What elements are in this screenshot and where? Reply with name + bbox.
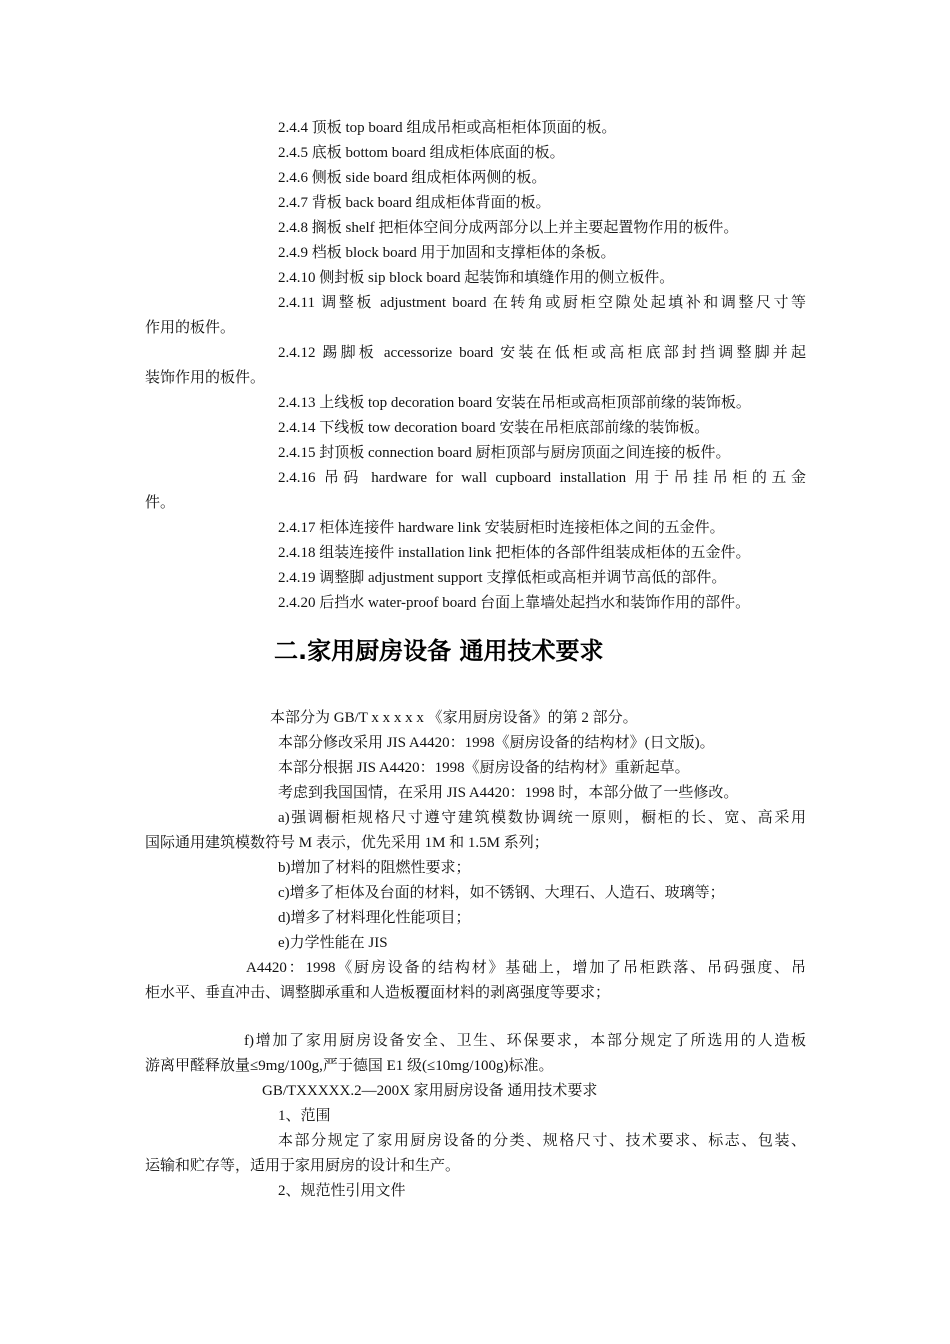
body-line: d)增多了材料理化性能项目；	[278, 910, 471, 926]
definition-2-4-8: 2.4.8 搁板 shelf 把柜体空间分成两部分以上并主要起置物作用的板件。	[278, 220, 739, 236]
body-line: 游离甲醛释放量≤9mg/100g,严于德国 E1 级(≤10mg/100g)标准。	[145, 1058, 554, 1074]
body-line: a)强调橱柜规格尺寸遵守建筑模数协调统一原则，橱柜的长、宽、高采用	[278, 810, 806, 826]
body-line: e)力学性能在 JIS	[278, 935, 388, 951]
body-line: 国际通用建筑模数符号 M 表示，优先采用 1M 和 1.5M 系列；	[145, 835, 549, 851]
body-line: 运输和贮存等，适用于家用厨房的设计和生产。	[145, 1158, 461, 1174]
clause-heading-scope: 1、范围	[278, 1108, 331, 1124]
definition-2-4-14: 2.4.14 下线板 tow decoration board 安装在吊柜底部前缘的装饰板。	[278, 420, 710, 436]
definition-2-4-20: 2.4.20 后挡水 water-proof board 台面上靠墙处起挡水和装饰作用的部件。	[278, 595, 751, 611]
definition-2-4-6: 2.4.6 侧板 side board 组成柜体两侧的板。	[278, 170, 547, 186]
body-line: 本部分修改采用 JIS A4420：1998《厨房设备的结构材》(日文版)。	[278, 735, 715, 751]
definition-2-4-9: 2.4.9 档板 block board 用于加固和支撑柜体的条板。	[278, 245, 616, 261]
standard-title-line: GB/TXXXXX.2—200X 家用厨房设备 通用技术要求	[262, 1083, 598, 1099]
body-line: f)增加了家用厨房设备安全、卫生、环保要求，本部分规定了所选用的人造板	[244, 1033, 806, 1049]
body-line: 柜水平、垂直冲击、调整脚承重和人造板覆面材料的剥离强度等要求；	[145, 985, 611, 1001]
definition-2-4-7: 2.4.7 背板 back board 组成柜体背面的板。	[278, 195, 551, 211]
definition-2-4-16-cont: 件。	[145, 495, 176, 511]
definition-2-4-5: 2.4.5 底板 bottom board 组成柜体底面的板。	[278, 145, 565, 161]
body-line: c)增多了柜体及台面的材料，如不锈钢、大理石、人造石、玻璃等；	[278, 885, 725, 901]
definition-2-4-11-cont: 作用的板件。	[145, 320, 236, 336]
section-heading: 二.家用厨房设备 通用技术要求	[274, 637, 604, 665]
definition-2-4-19: 2.4.19 调整脚 adjustment support 支撑低柜或高柜并调节高低的部件。	[278, 570, 727, 586]
body-line: A4420：1998《厨房设备的结构材》基础上，增加了吊柜跌落、吊码强度、吊	[246, 960, 806, 976]
body-line: 本部分规定了家用厨房设备的分类、规格尺寸、技术要求、标志、包装、	[278, 1133, 806, 1149]
definition-2-4-12: 2.4.12 踢脚板 accessorize board 安装在低柜或高柜底部封挡调整脚并起	[278, 345, 806, 361]
definition-2-4-17: 2.4.17 柜体连接件 hardware link 安装厨柜时连接柜体之间的五金件。	[278, 520, 725, 536]
definition-2-4-16: 2.4.16 吊码 hardware for wall cupboard installation 用于吊挂吊柜的五金	[278, 470, 806, 486]
definition-2-4-13: 2.4.13 上线板 top decoration board 安装在吊柜或高柜顶部前缘的装饰板。	[278, 395, 751, 411]
definition-2-4-15: 2.4.15 封顶板 connection board 厨柜顶部与厨房顶面之间连接的板件。	[278, 445, 731, 461]
definition-2-4-4: 2.4.4 顶板 top board 组成吊柜或高柜柜体顶面的板。	[278, 120, 617, 136]
definition-2-4-18: 2.4.18 组装连接件 installation link 把柜体的各部件组装成柜体的五金件。	[278, 545, 751, 561]
clause-heading-normative-references: 2、规范性引用文件	[278, 1183, 406, 1199]
definition-2-4-12-cont: 装饰作用的板件。	[145, 370, 266, 386]
body-line: 本部分为 GB/T x x x x x 《家用厨房设备》的第 2 部分。	[270, 710, 638, 726]
definition-2-4-11: 2.4.11 调整板 adjustment board 在转角或厨柜空隙处起填补和调整尺寸等	[278, 295, 806, 311]
body-line: 本部分根据 JIS A4420：1998《厨房设备的结构材》重新起草。	[278, 760, 690, 776]
definition-2-4-10: 2.4.10 侧封板 sip block board 起装饰和填缝作用的侧立板件。	[278, 270, 675, 286]
body-line: 考虑到我国国情，在采用 JIS A4420：1998 时，本部分做了一些修改。	[278, 785, 739, 801]
body-line: b)增加了材料的阻燃性要求；	[278, 860, 471, 876]
